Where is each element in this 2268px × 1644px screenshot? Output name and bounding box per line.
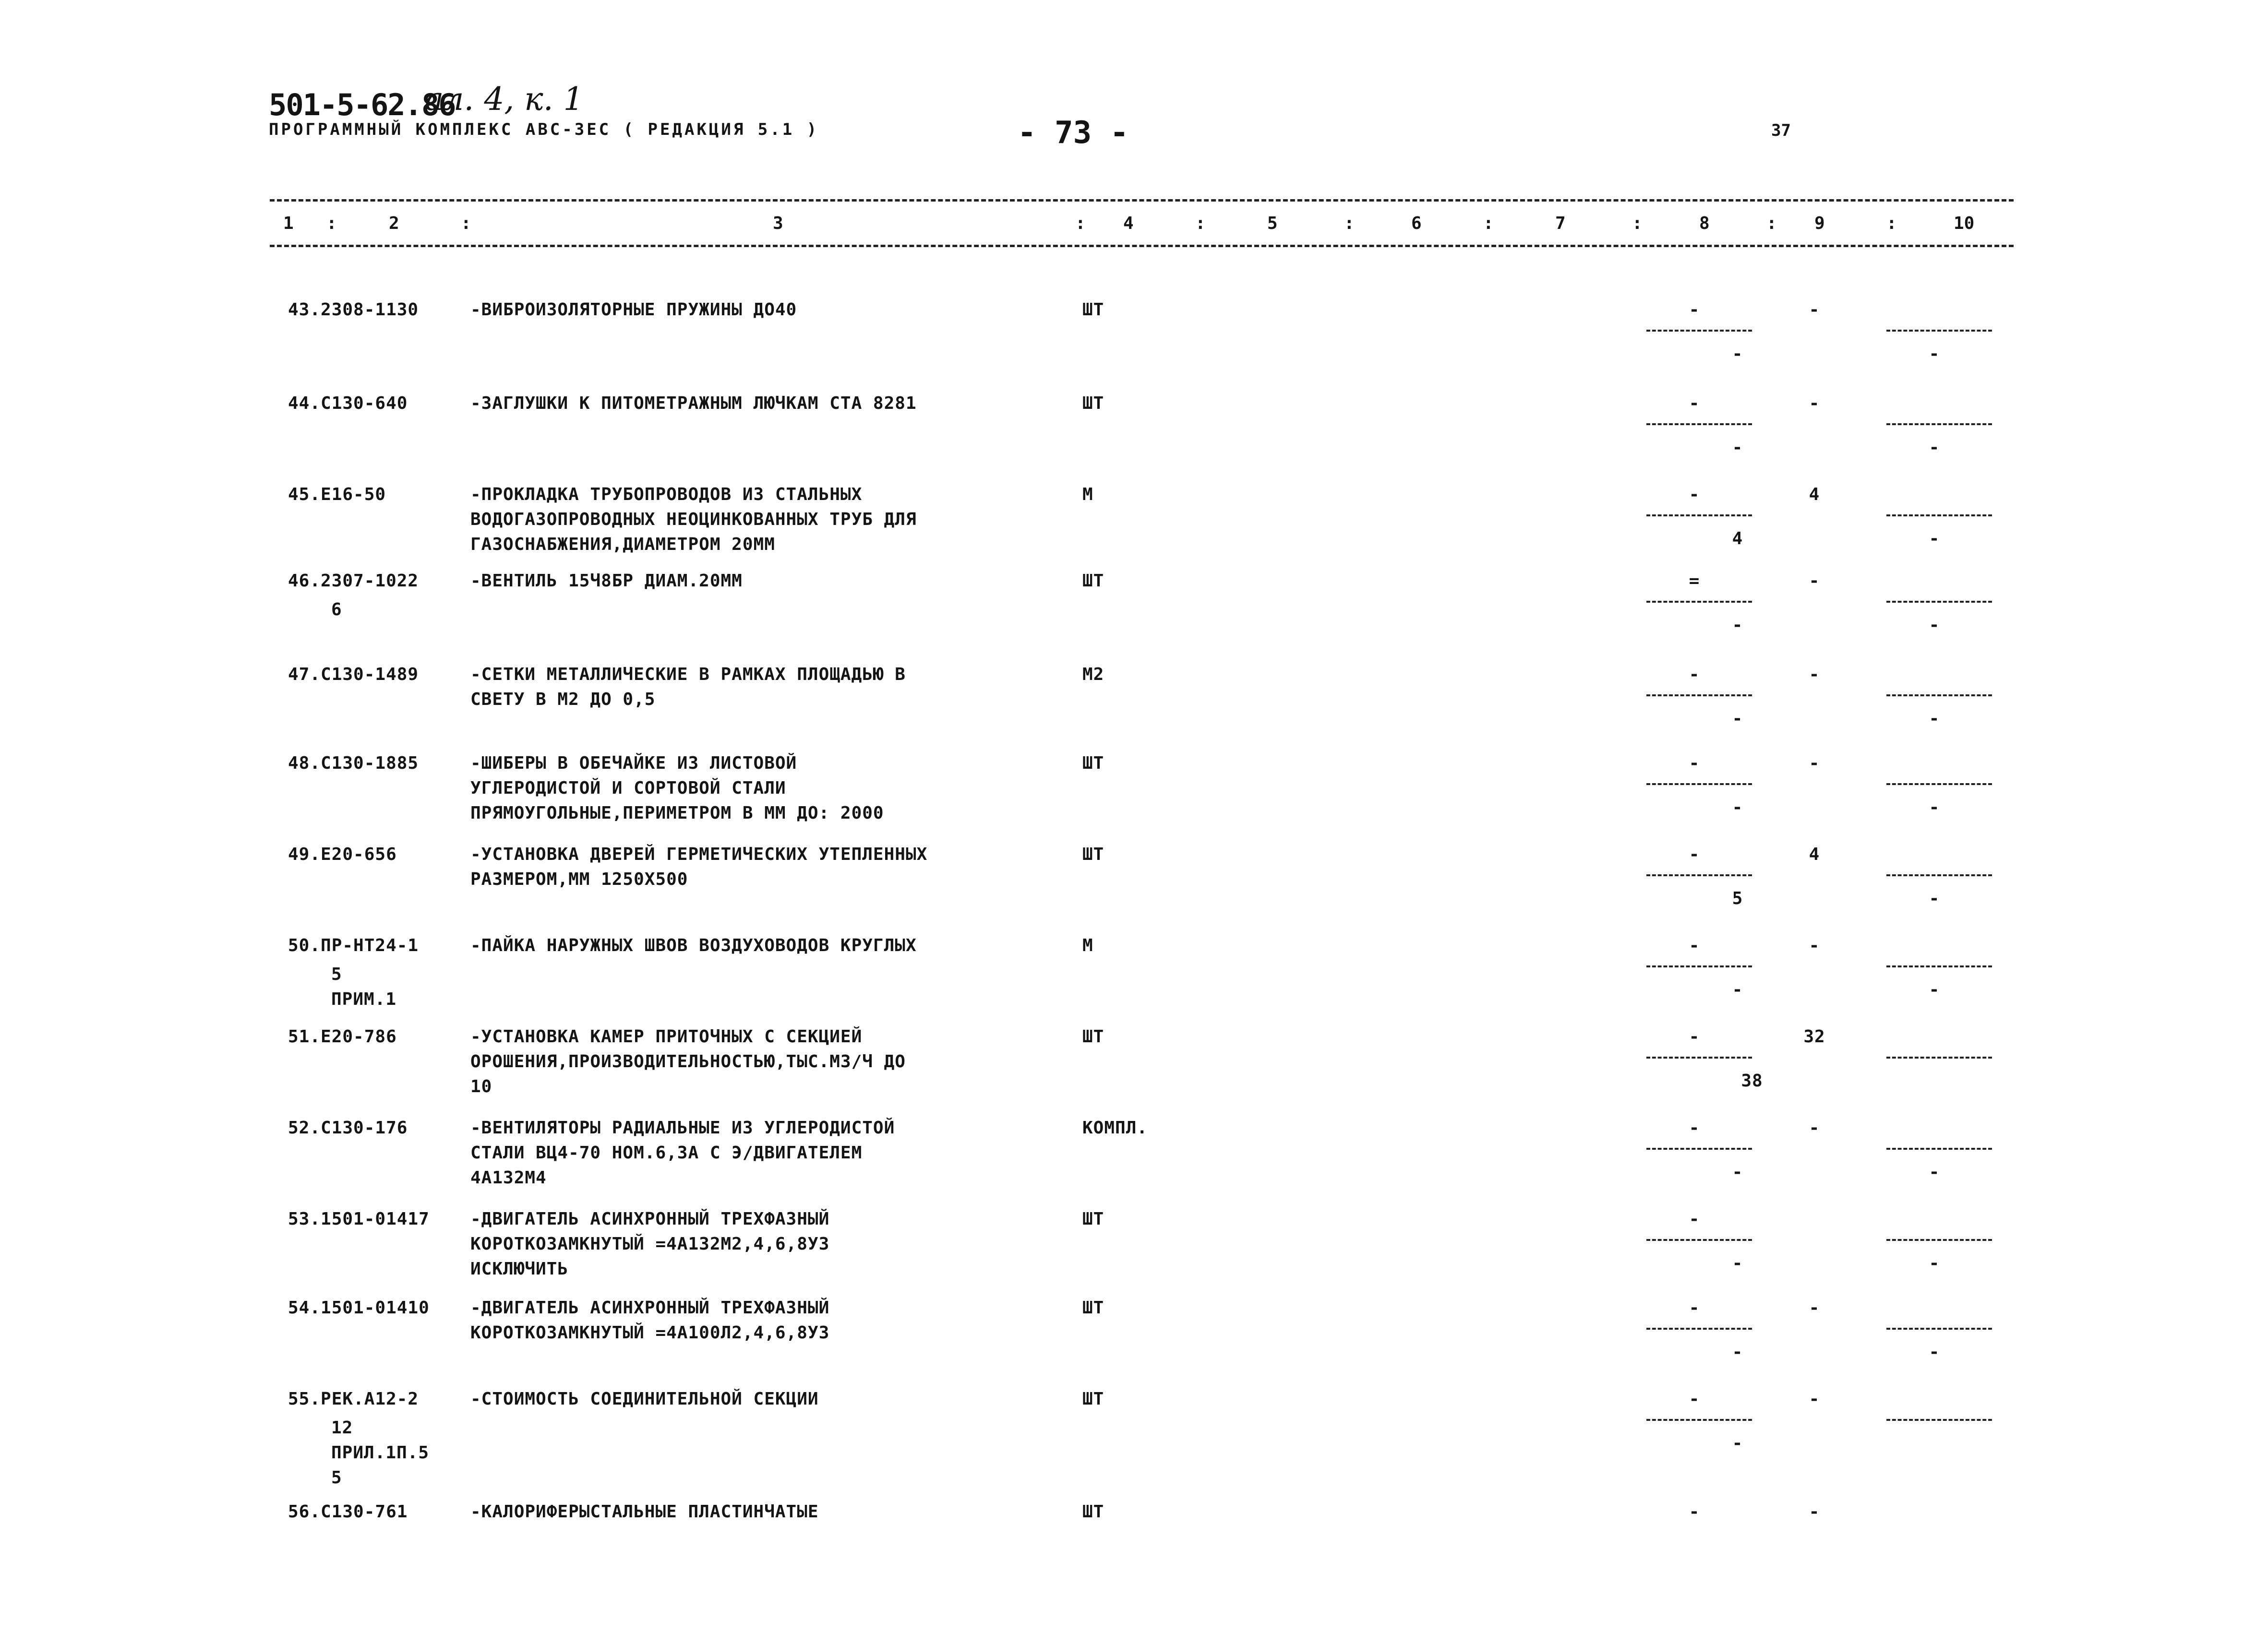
row-col8-lower: 4 (1732, 529, 1743, 548)
row-description: РАЗМЕРОМ,ММ 1250Х500 (470, 870, 688, 889)
row-col8: - (1689, 845, 1700, 864)
row-unit: ШТ (1082, 393, 1104, 413)
row-unit: ШТ (1082, 300, 1104, 320)
row-col8: - (1689, 665, 1700, 684)
row-col10-lower: - (1929, 709, 1940, 728)
row-unit: ШТ (1082, 571, 1104, 591)
row-note: 5 (331, 1468, 342, 1488)
row-unit: ШТ (1082, 1502, 1104, 1522)
row-col8-lower: - (1732, 1342, 1743, 1362)
row-col10-lower: - (1929, 529, 1940, 548)
row-col8: - (1689, 1298, 1700, 1318)
row-note: 12 (331, 1418, 353, 1438)
row-description: ПРЯМОУГОЛЬНЫЕ,ПЕРИМЕТРОМ В ММ ДО: 2000 (470, 803, 884, 823)
row-description: СТАЛИ ВЦ4-70 НОМ.6,3А С Э/ДВИГАТЕЛЕМ (470, 1143, 863, 1163)
row-col8: = (1689, 571, 1700, 591)
cell-divider (1886, 330, 1992, 332)
doc-code: 501-5-62.86 (269, 87, 456, 122)
row-col10-lower: - (1929, 1162, 1940, 1182)
row-description: -ЗАГЛУШКИ К ПИТОМЕТРАЖНЫМ ЛЮЧКАМ СТА 8281 (470, 393, 917, 413)
column-header: 10 (1954, 214, 1975, 233)
row-code: 55.РЕК.А12-2 (288, 1389, 419, 1409)
row-col8: - (1689, 1118, 1700, 1138)
row-col8: - (1689, 753, 1700, 773)
row-description: -ПАЙКА НАРУЖНЫХ ШВОВ ВОЗДУХОВОДОВ КРУГЛЫХ (470, 936, 917, 955)
row-unit: М (1082, 936, 1093, 955)
table-top-rule (270, 199, 2014, 202)
row-col10-lower: - (1929, 980, 1940, 1000)
column-header: 4 (1123, 214, 1134, 233)
program-title: ПРОГРАММНЫЙ КОМПЛЕКС АВС-ЗЕС ( РЕДАКЦИЯ 5.1 ) (269, 120, 819, 139)
row-col10-lower: - (1929, 344, 1940, 364)
row-col10-lower: - (1929, 615, 1940, 635)
row-col9: 32 (1803, 1027, 1825, 1047)
row-unit: М2 (1082, 665, 1104, 684)
cell-divider (1886, 965, 1992, 967)
sheet-number: 37 (1771, 121, 1791, 140)
column-header: : (1483, 214, 1494, 233)
cell-divider (1886, 423, 1992, 425)
row-description: -ДВИГАТЕЛЬ АСИНХРОННЫЙ ТРЕХФАЗНЫЙ (470, 1298, 830, 1318)
cell-divider (1646, 514, 1752, 516)
row-col8-lower: - (1732, 1433, 1743, 1453)
row-col10-lower: - (1929, 438, 1940, 457)
column-header: 9 (1814, 214, 1825, 233)
column-header: : (1075, 214, 1086, 233)
row-col9: - (1809, 753, 1820, 773)
row-description: ИСКЛЮЧИТЬ (470, 1259, 569, 1279)
row-col8-lower: 5 (1732, 889, 1743, 908)
row-col8-lower: - (1732, 1162, 1743, 1182)
cell-divider (1646, 1239, 1752, 1241)
column-header: 8 (1699, 214, 1710, 233)
row-note: ПРИМ.1 (331, 989, 397, 1009)
row-unit: ШТ (1082, 1027, 1104, 1047)
cell-divider (1886, 514, 1992, 516)
row-code: 53.1501-01417 (288, 1209, 430, 1229)
cell-divider (1646, 965, 1752, 967)
row-col8: - (1689, 300, 1700, 320)
cell-divider (1646, 874, 1752, 876)
row-description: 4А132М4 (470, 1168, 547, 1188)
row-unit: М (1082, 485, 1093, 504)
cell-divider (1646, 330, 1752, 332)
row-col9: - (1809, 1389, 1820, 1409)
row-col8: - (1689, 393, 1700, 413)
row-col9: - (1809, 1298, 1820, 1318)
row-col8: - (1689, 1027, 1700, 1047)
row-description: -ДВИГАТЕЛЬ АСИНХРОННЫЙ ТРЕХФАЗНЫЙ (470, 1209, 830, 1229)
row-col8: - (1689, 1209, 1700, 1229)
row-col8: - (1689, 1389, 1700, 1409)
row-note: 6 (331, 600, 342, 619)
row-col9: 4 (1809, 845, 1820, 864)
column-header: : (1632, 214, 1643, 233)
row-col8: - (1689, 485, 1700, 504)
row-description: ВОДОГАЗОПРОВОДНЫХ НЕОЦИНКОВАННЫХ ТРУБ ДЛЯ (470, 510, 917, 529)
row-description: -ВИБРОИЗОЛЯТОРНЫЕ ПРУЖИНЫ ДО40 (470, 300, 797, 320)
column-header: 7 (1555, 214, 1566, 233)
row-code: 48.С130-1885 (288, 753, 419, 773)
row-unit: ШТ (1082, 1209, 1104, 1229)
row-code: 51.Е20-786 (288, 1027, 397, 1047)
row-description: -ВЕНТИЛЯТОРЫ РАДИАЛЬНЫЕ ИЗ УГЛЕРОДИСТОЙ (470, 1118, 895, 1138)
column-header: 3 (773, 214, 783, 233)
row-unit: КОМПЛ. (1082, 1118, 1148, 1138)
cell-divider (1646, 1057, 1752, 1059)
cell-divider (1886, 874, 1992, 876)
row-description: -ШИБЕРЫ В ОБЕЧАЙКЕ ИЗ ЛИСТОВОЙ (470, 753, 797, 773)
row-code: 56.С130-761 (288, 1502, 408, 1522)
cell-divider (1886, 1239, 1992, 1241)
cell-divider (1646, 1328, 1752, 1330)
handwritten-note: ал. 4, к. 1 (425, 81, 584, 118)
row-col9: - (1809, 300, 1820, 320)
row-description: -УСТАНОВКА ДВЕРЕЙ ГЕРМЕТИЧЕСКИХ УТЕПЛЕННЫХ (470, 845, 928, 864)
row-description: -СТОИМОСТЬ СОЕДИНИТЕЛЬНОЙ СЕКЦИИ (470, 1389, 819, 1409)
row-col8-lower: - (1732, 798, 1743, 817)
row-code: 44.С130-640 (288, 393, 408, 413)
row-code: 54.1501-01410 (288, 1298, 430, 1318)
row-code: 46.2307-1022 (288, 571, 419, 591)
column-header: 2 (389, 214, 399, 233)
column-header: : (1195, 214, 1206, 233)
row-col8: - (1689, 936, 1700, 955)
cell-divider (1886, 694, 1992, 696)
row-col9: - (1809, 1502, 1820, 1522)
cell-divider (1886, 1328, 1992, 1330)
row-col8-lower: - (1732, 438, 1743, 457)
row-note: 5 (331, 965, 342, 984)
column-header: : (326, 214, 337, 233)
row-description: КОРОТКОЗАМКНУТЫЙ =4А132М2,4,6,8У3 (470, 1234, 830, 1254)
row-col9: - (1809, 936, 1820, 955)
cell-divider (1646, 694, 1752, 696)
row-description: ОРОШЕНИЯ,ПРОИЗВОДИТЕЛЬНОСТЬЮ,ТЫС.М3/Ч ДО (470, 1052, 906, 1072)
table-header-rule (270, 245, 2014, 247)
row-col8: - (1689, 1502, 1700, 1522)
row-description: -ПРОКЛАДКА ТРУБОПРОВОДОВ ИЗ СТАЛЬНЫХ (470, 485, 863, 504)
row-unit: ШТ (1082, 1298, 1104, 1318)
cell-divider (1886, 601, 1992, 603)
row-code: 43.2308-1130 (288, 300, 419, 320)
row-col9: - (1809, 571, 1820, 591)
column-header: : (1886, 214, 1897, 233)
cell-divider (1886, 1057, 1992, 1059)
cell-divider (1886, 1419, 1992, 1421)
column-header: : (461, 214, 471, 233)
row-unit: ШТ (1082, 1389, 1104, 1409)
row-col8-lower: 38 (1741, 1071, 1763, 1091)
cell-divider (1886, 1148, 1992, 1150)
page-number: - 73 - (1018, 115, 1129, 151)
row-col8-lower: - (1732, 1253, 1743, 1273)
column-header: 1 (283, 214, 294, 233)
row-col10-lower: - (1929, 798, 1940, 817)
cell-divider (1646, 783, 1752, 785)
row-code: 50.ПР-НТ24-1 (288, 936, 419, 955)
row-unit: ШТ (1082, 845, 1104, 864)
row-col8-lower: - (1732, 980, 1743, 1000)
column-header: 5 (1267, 214, 1278, 233)
cell-divider (1646, 601, 1752, 603)
row-description: 10 (470, 1077, 492, 1096)
row-col9: 4 (1809, 485, 1820, 504)
row-description: -КАЛОРИФЕРЫСТАЛЬНЫЕ ПЛАСТИНЧАТЫЕ (470, 1502, 819, 1522)
column-header: : (1344, 214, 1355, 233)
row-col8-lower: - (1732, 615, 1743, 635)
row-description: КОРОТКОЗАМКНУТЫЙ =4А100Л2,4,6,8У3 (470, 1323, 830, 1343)
cell-divider (1646, 1148, 1752, 1150)
row-description: СВЕТУ В М2 ДО 0,5 (470, 690, 656, 709)
row-code: 47.С130-1489 (288, 665, 419, 684)
cell-divider (1646, 423, 1752, 425)
row-code: 45.Е16-50 (288, 485, 386, 504)
row-code: 49.Е20-656 (288, 845, 397, 864)
row-col9: - (1809, 393, 1820, 413)
row-col10-lower: - (1929, 1342, 1940, 1362)
row-col10-lower: - (1929, 1253, 1940, 1273)
cell-divider (1646, 1419, 1752, 1421)
row-description: -СЕТКИ МЕТАЛЛИЧЕСКИЕ В РАМКАХ ПЛОЩАДЬЮ В (470, 665, 906, 684)
row-col9: - (1809, 665, 1820, 684)
column-header: 6 (1411, 214, 1422, 233)
cell-divider (1886, 783, 1992, 785)
row-description: УГЛЕРОДИСТОЙ И СОРТОВОЙ СТАЛИ (470, 778, 786, 798)
row-code: 52.С130-176 (288, 1118, 408, 1138)
row-col8-lower: - (1732, 709, 1743, 728)
row-col9: - (1809, 1118, 1820, 1138)
row-description: -ВЕНТИЛЬ 15Ч8БР ДИАМ.20ММ (470, 571, 743, 591)
row-unit: ШТ (1082, 753, 1104, 773)
row-col10-lower: - (1929, 889, 1940, 908)
column-header: : (1766, 214, 1777, 233)
row-col8-lower: - (1732, 344, 1743, 364)
row-description: -УСТАНОВКА КАМЕР ПРИТОЧНЫХ С СЕКЦИЕЙ (470, 1027, 863, 1047)
row-note: ПРИЛ.1П.5 (331, 1443, 430, 1463)
row-description: ГАЗОСНАБЖЕНИЯ,ДИАМЕТРОМ 20ММ (470, 535, 775, 554)
